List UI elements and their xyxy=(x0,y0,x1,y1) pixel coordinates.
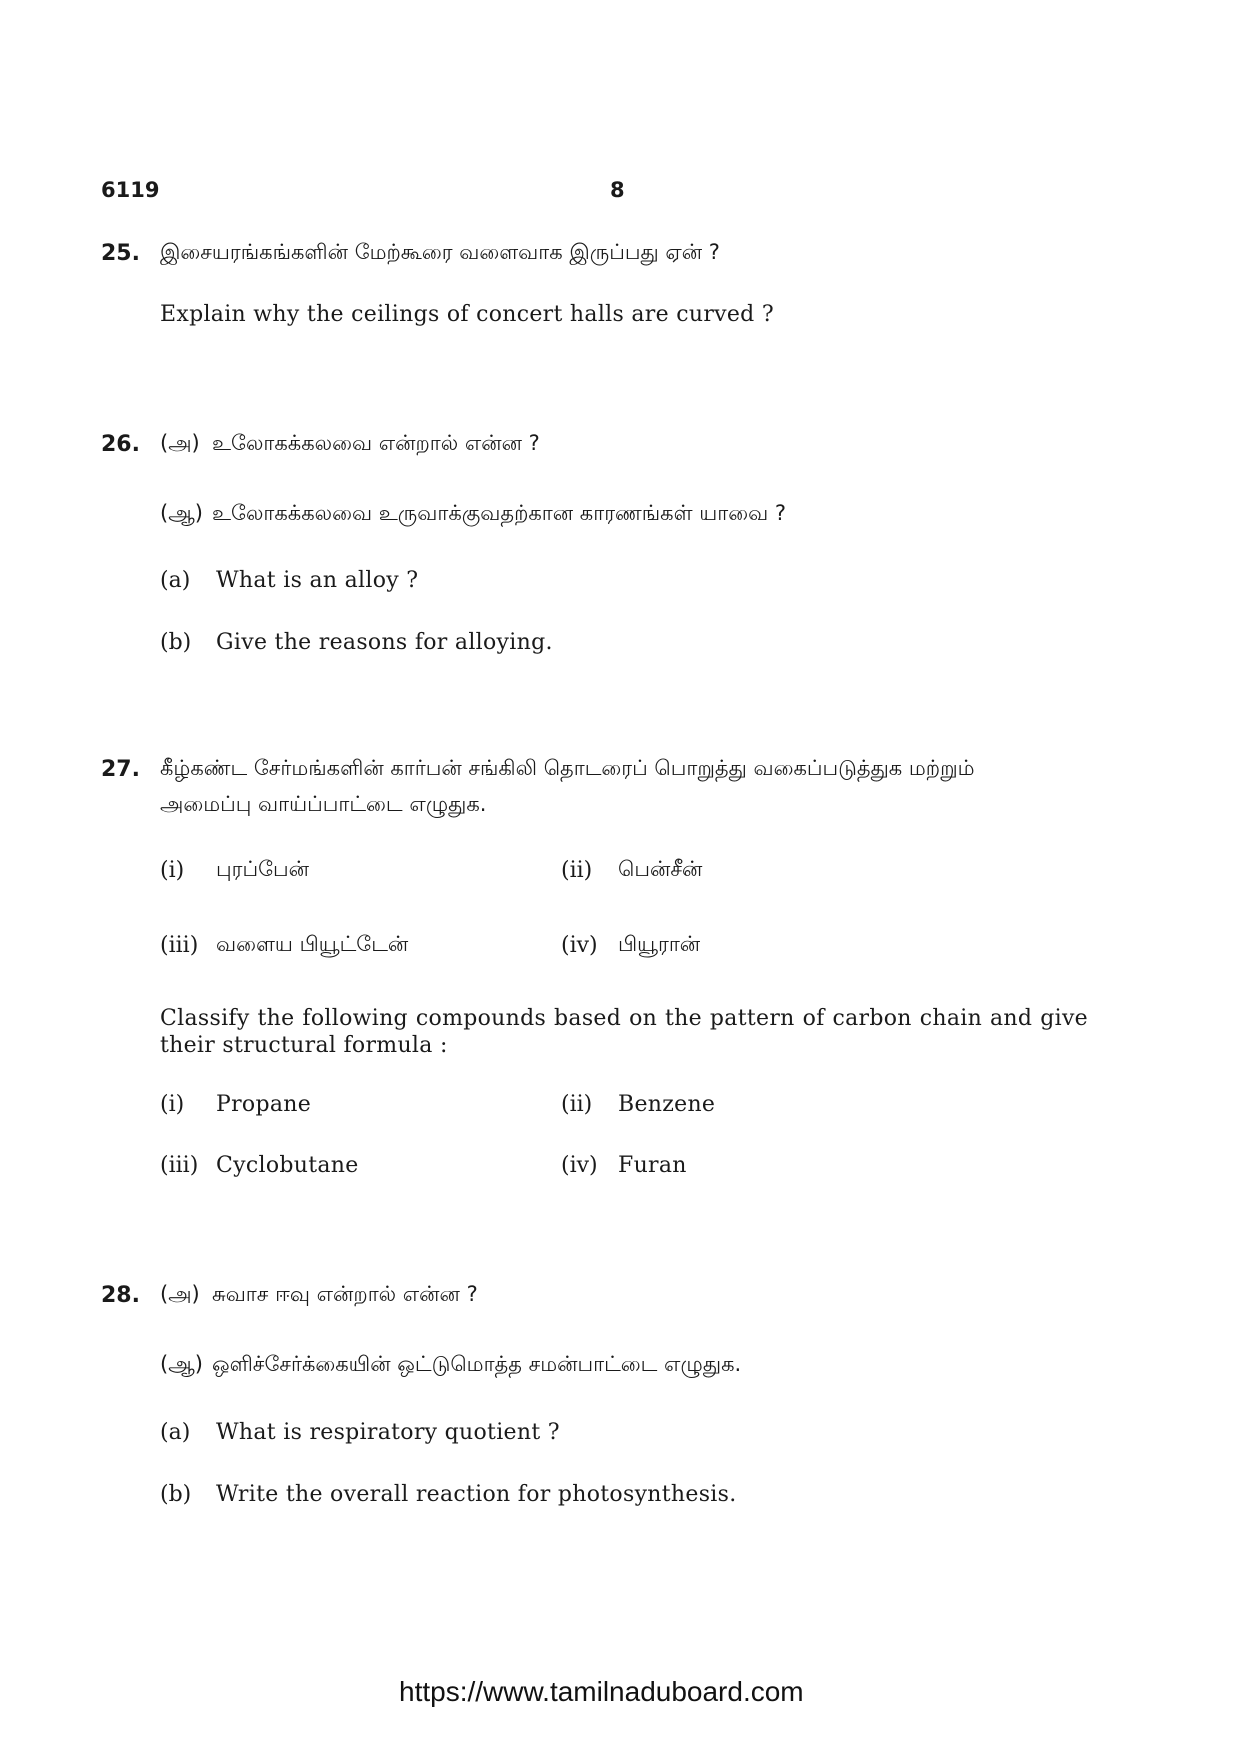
item-label: (iv) xyxy=(561,933,598,958)
subpart-label: (b) xyxy=(160,1482,192,1507)
question-text-english: Classify the following compounds based on the pattern of carbon chain and give their structural formula : xyxy=(160,1006,1088,1058)
question-text-tamil-line-1: கீழ்கண்ட சேர்மங்களின் கார்பன் சங்கிலி தொடரைப் பொறுத்து வகைப்படுத்துக மற்றும் xyxy=(160,756,975,780)
subpart-text-tamil: உலோகக்கலவை என்றால் என்ன ? xyxy=(212,431,540,455)
subpart-label: (a) xyxy=(160,568,191,593)
question-number: 26. xyxy=(101,432,140,457)
item-text-tamil: வளைய பியூட்டேன் xyxy=(216,932,409,956)
item-text-tamil: பியூரான் xyxy=(618,932,701,956)
item-text-english: Furan xyxy=(618,1153,687,1178)
subpart-text-english: Write the overall reaction for photosynthesis. xyxy=(216,1482,737,1507)
question-number: 25. xyxy=(101,241,140,266)
item-text-tamil: பென்சீன் xyxy=(618,857,703,881)
item-text-tamil: புரப்பேன் xyxy=(216,857,310,881)
item-label: (i) xyxy=(160,1092,185,1117)
subpart-label: (அ) xyxy=(160,431,200,455)
question-number: 27. xyxy=(101,757,140,782)
question-number: 28. xyxy=(101,1283,140,1308)
question-text-english: Explain why the ceilings of concert halls are curved ? xyxy=(160,302,774,327)
subpart-text-tamil: ஒளிச்சேர்க்கையின் ஒட்டுமொத்த சமன்பாட்டை எழுதுக. xyxy=(212,1352,742,1376)
question-text-tamil: இசையரங்கங்களின் மேற்கூரை வளைவாக இருப்பது ஏன் ? xyxy=(160,240,720,264)
item-text-english: Cyclobutane xyxy=(216,1153,359,1178)
item-text-english: Propane xyxy=(216,1092,312,1117)
footer-url[interactable]: https://www.tamilnaduboard.com xyxy=(399,1676,804,1707)
item-label: (iii) xyxy=(160,933,199,958)
paper-code: 6119 xyxy=(101,178,160,202)
subpart-label: (ஆ) xyxy=(160,501,203,525)
item-label: (iv) xyxy=(561,1153,598,1178)
item-text-english: Benzene xyxy=(618,1092,716,1117)
subpart-label: (b) xyxy=(160,630,192,655)
subpart-text-tamil: உலோகக்கலவை உருவாக்குவதற்கான காரணங்கள் யாவை ? xyxy=(212,501,787,525)
item-label: (iii) xyxy=(160,1153,199,1178)
subpart-label: (ஆ) xyxy=(160,1352,203,1376)
subpart-text-english: What is respiratory quotient ? xyxy=(216,1420,560,1445)
page-number: 8 xyxy=(610,178,625,202)
subpart-text-tamil: சுவாச ஈவு என்றால் என்ன ? xyxy=(212,1282,478,1306)
subpart-text-english: What is an alloy ? xyxy=(216,568,419,593)
subpart-text-english: Give the reasons for alloying. xyxy=(216,630,553,655)
item-label: (i) xyxy=(160,858,185,883)
item-label: (ii) xyxy=(561,858,593,883)
item-label: (ii) xyxy=(561,1092,593,1117)
question-text-tamil-line-2: அமைப்பு வாய்ப்பாட்டை எழுதுக. xyxy=(160,792,487,816)
subpart-label: (அ) xyxy=(160,1282,200,1306)
subpart-label: (a) xyxy=(160,1420,191,1445)
